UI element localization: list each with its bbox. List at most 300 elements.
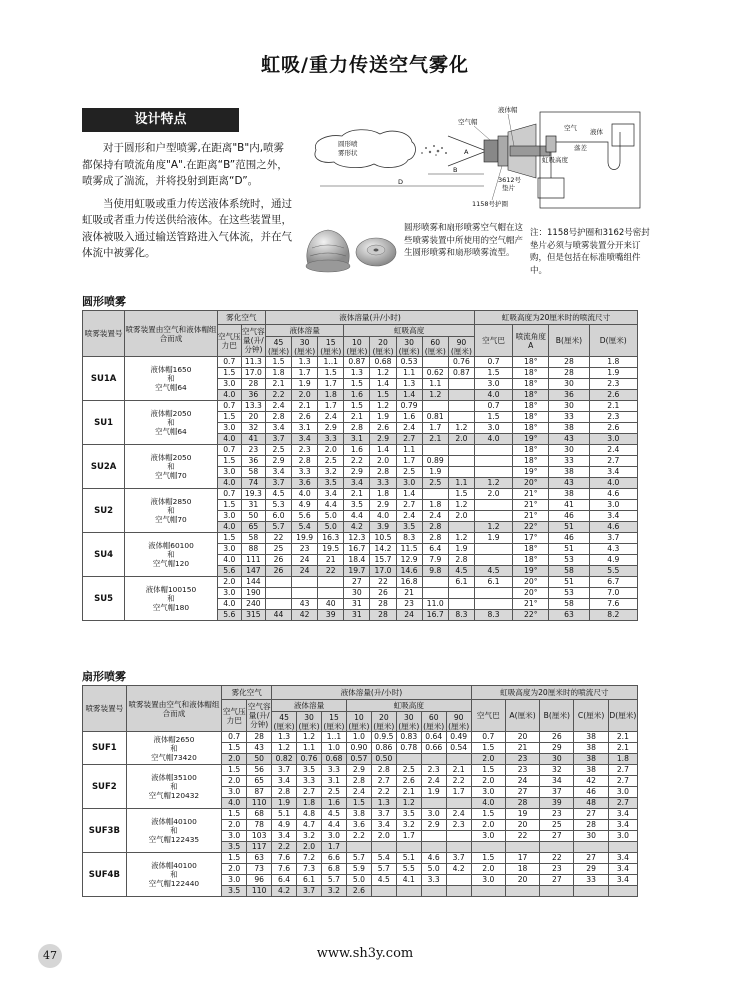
- fan-cell: 0.50: [371, 754, 396, 765]
- round-cell: 19.3: [241, 489, 265, 500]
- round-combo-line: 和: [167, 506, 175, 515]
- round-cell: 2.4: [265, 401, 291, 412]
- round-spray-table: [82, 310, 638, 621]
- round-cell: 1.5: [474, 368, 512, 379]
- round-cell: 2.0: [474, 489, 512, 500]
- angle-label-a: A: [464, 148, 469, 156]
- round-cell: 1.4: [370, 445, 396, 456]
- header-air-bar: 空气巴: [474, 325, 512, 357]
- round-cell: 31: [344, 599, 370, 610]
- round-cell: 22°: [513, 522, 549, 533]
- round-combo-line: 空气帽120: [152, 559, 190, 568]
- fan-cell: 96: [247, 875, 272, 886]
- fan-cell: [421, 798, 446, 809]
- round-cell: 53: [549, 588, 589, 599]
- round-cell: 2.4: [318, 412, 344, 423]
- round-cell: 22: [265, 533, 291, 544]
- fan-cell: 23: [505, 754, 539, 765]
- fan-combo-line: 和: [170, 826, 178, 835]
- fan-col-6: [421, 712, 446, 732]
- round-cell: 3.5: [396, 522, 422, 533]
- round-col-value: 15: [325, 337, 336, 347]
- fan-header-air-flow: 空气容量(升/分钟): [247, 700, 272, 732]
- round-cell: 1.2: [448, 500, 474, 511]
- fan-cell: 1.7: [322, 842, 347, 853]
- round-cell: 4.9: [589, 555, 637, 566]
- round-cell: 6.1: [448, 577, 474, 588]
- fan-cell: [540, 842, 574, 853]
- round-cell: 1.8: [265, 368, 291, 379]
- fan-cell: 27: [540, 831, 574, 842]
- round-cell: 5.6: [217, 566, 241, 577]
- fan-col-value: 45: [279, 712, 289, 722]
- round-cell: [318, 577, 344, 588]
- note-caption: 注：1158号护圈和3162号密封垫片必须与喷雾装置分开来订购，但是包括在标准喷嘴组件中。: [530, 228, 650, 276]
- round-col-unit: (厘米): [294, 346, 316, 356]
- fan-cell: 37: [540, 787, 574, 798]
- fan-cell: 1.2: [272, 743, 297, 754]
- round-cell: 1.5: [217, 456, 241, 467]
- round-combo-cell: [125, 577, 217, 621]
- fan-cell: [446, 754, 471, 765]
- round-cell: [448, 522, 474, 533]
- fan-cell: 1.0: [346, 732, 371, 743]
- round-cell: 3.3: [292, 467, 318, 478]
- round-cell: 3.7: [265, 478, 291, 489]
- fan-col-unit: (厘米): [323, 721, 345, 731]
- round-cell: 22: [370, 577, 396, 588]
- fan-cell: [446, 875, 471, 886]
- round-cell: 43: [292, 599, 318, 610]
- round-cell: 144: [241, 577, 265, 588]
- fan-combo-cell: [126, 853, 222, 897]
- air-cap-photos: [300, 222, 400, 278]
- round-cell: [448, 588, 474, 599]
- fan-cell: 2.0: [371, 831, 396, 842]
- fan-cell: 2.4: [446, 809, 471, 820]
- round-cell: 1.9: [422, 467, 448, 478]
- round-cell: 16.3: [318, 533, 344, 544]
- round-cell: 58: [549, 566, 589, 577]
- round-cell: 23: [292, 544, 318, 555]
- label-liquid: 液体: [590, 128, 603, 136]
- round-cell: 28: [241, 379, 265, 390]
- fan-cell: 3.3: [297, 776, 322, 787]
- fan-combo-line: 和: [170, 870, 178, 879]
- round-model-cell: SU4: [83, 533, 125, 577]
- fan-combo-line: 空气帽120432: [148, 791, 200, 800]
- fan-cell: 1.9: [421, 787, 446, 798]
- round-cell: 2.4: [396, 423, 422, 434]
- round-cell: 1.2: [474, 522, 512, 533]
- fan-cell: 28: [574, 820, 608, 831]
- round-col-value: 20: [378, 337, 388, 347]
- fan-combo-line: 液体帽40100: [151, 817, 197, 826]
- fan-cell: 1.7: [396, 831, 421, 842]
- label-air: 空气: [564, 124, 577, 132]
- round-cell: 2.3: [292, 445, 318, 456]
- fan-cell: 1.5: [471, 743, 505, 754]
- fan-cell: 2.9: [346, 765, 371, 776]
- round-cell: 19.9: [292, 533, 318, 544]
- fan-cell: 3.5: [396, 809, 421, 820]
- fan-spray-heading: 扇形喷雾: [82, 670, 126, 683]
- round-cell: 2.1: [589, 401, 637, 412]
- fan-cell: 4.8: [297, 809, 322, 820]
- round-cell: 4.0: [589, 478, 637, 489]
- round-cell: 1.7: [292, 368, 318, 379]
- fan-cell: 3.6: [346, 820, 371, 831]
- fan-cell: 30: [540, 754, 574, 765]
- round-cell: 7.9: [422, 555, 448, 566]
- fan-cell: 1.6: [322, 798, 347, 809]
- round-cell: 2.8: [370, 467, 396, 478]
- round-cell: [265, 588, 291, 599]
- round-cell: 0.79: [396, 401, 422, 412]
- fan-cell: 3.0: [222, 787, 247, 798]
- fan-combo-cell: [126, 765, 222, 809]
- round-cell: 3.4: [292, 434, 318, 445]
- fan-cell: 3.0: [608, 787, 637, 798]
- fan-cell: 2.2: [346, 831, 371, 842]
- fan-cell: 4.5: [322, 809, 347, 820]
- round-cell: 18°: [513, 555, 549, 566]
- round-cell: 20: [241, 412, 265, 423]
- round-cell: 21°: [513, 489, 549, 500]
- round-cell: 2.1: [344, 489, 370, 500]
- round-cell: 4.2: [344, 522, 370, 533]
- fan-cell: 3.0: [608, 831, 637, 842]
- fan-cell: 1.8: [608, 754, 637, 765]
- fan-combo-line: 和: [170, 743, 178, 753]
- fan-cell: 1.8: [297, 798, 322, 809]
- fan-cell: [540, 886, 574, 897]
- round-cell: 1.5: [370, 390, 396, 401]
- round-cell: 17.0: [370, 566, 396, 577]
- round-cell: 2.7: [396, 434, 422, 445]
- round-cell: 2.2: [265, 390, 291, 401]
- round-cell: 111: [241, 555, 265, 566]
- fan-cell: 27: [574, 809, 608, 820]
- round-combo-line: 液体帽1650: [150, 365, 192, 374]
- round-cell: 1..1: [318, 357, 344, 368]
- fan-cell: 1..1: [322, 732, 347, 743]
- fan-cell: 3.5: [222, 886, 247, 897]
- round-cell: 21°: [513, 511, 549, 522]
- round-cell: 17.0: [241, 368, 265, 379]
- round-cell: 2.9: [370, 434, 396, 445]
- fan-cell: 117: [247, 842, 272, 853]
- round-cell: 30: [549, 379, 589, 390]
- round-cell: 88: [241, 544, 265, 555]
- round-cell: [265, 599, 291, 610]
- fan-cell: 0.57: [346, 754, 371, 765]
- round-cell: [474, 467, 512, 478]
- fan-cell: 3.4: [608, 853, 637, 864]
- fan-cell: 4.5: [371, 875, 396, 886]
- fan-cell: 23: [505, 765, 539, 776]
- fan-model-cell: SUF2: [83, 765, 127, 809]
- round-cell: 2.6: [589, 390, 637, 401]
- fan-cell: 6.4: [272, 875, 297, 886]
- fan-cell: 22: [540, 853, 574, 864]
- fan-cell: [396, 842, 421, 853]
- round-cell: 28: [370, 599, 396, 610]
- round-cell: [474, 500, 512, 511]
- round-cell: 4.6: [589, 489, 637, 500]
- round-cell: 2.3: [589, 379, 637, 390]
- round-cell: 3.9: [370, 522, 396, 533]
- round-combo-line: 液体帽60100: [148, 541, 194, 550]
- fan-cell: 32: [540, 765, 574, 776]
- header-spray-dims: 虹吸高度为20厘米时的喷流尺寸: [474, 311, 637, 325]
- fan-cell: 73: [247, 864, 272, 875]
- fan-cell: 5.0: [421, 864, 446, 875]
- round-cell: 32: [241, 423, 265, 434]
- round-cell: 1.1: [422, 379, 448, 390]
- fan-cell: 2.2: [272, 842, 297, 853]
- fan-cell: 0.82: [272, 754, 297, 765]
- round-combo-line: 空气帽70: [155, 515, 187, 524]
- round-cell: 1.3: [344, 368, 370, 379]
- round-cell: 1.6: [396, 412, 422, 423]
- fan-cell: 23: [540, 809, 574, 820]
- round-cell: 26: [265, 566, 291, 577]
- round-cell: 1.5: [318, 368, 344, 379]
- round-cell: 9.8: [422, 566, 448, 577]
- fan-cell: 5.7: [346, 853, 371, 864]
- round-cell: 26: [265, 555, 291, 566]
- intro-paragraph-1: 对于圆形和户型喷雾,在距离"B"内,喷雾都保持有喷流角度"A".在距离“B”范围之外，喷雾成了湍流，并将投射到距离“D”。: [82, 142, 288, 187]
- fan-cell: 0.7: [471, 732, 505, 743]
- round-cell: 39: [318, 610, 344, 621]
- fan-model-cell: SUF1: [83, 732, 127, 765]
- round-cell: 3.0: [589, 500, 637, 511]
- fan-cell: 33: [574, 875, 608, 886]
- fan-cell: 29: [574, 864, 608, 875]
- header-spray-angle: 喷流角度A: [513, 325, 549, 357]
- round-cell: 3.4: [265, 467, 291, 478]
- round-cell: 18°: [513, 390, 549, 401]
- round-cell: 5.6: [217, 610, 241, 621]
- fan-cell: [421, 831, 446, 842]
- fan-header-air-pressure: 空气压力巴: [222, 700, 247, 732]
- round-cell: 2.1: [344, 412, 370, 423]
- round-col-value: 10: [352, 337, 362, 347]
- fan-cell: 56: [247, 765, 272, 776]
- round-cell: 40: [318, 599, 344, 610]
- fan-cell: [446, 831, 471, 842]
- round-col-value: 30: [404, 337, 414, 347]
- fan-header-liquid-sub: 液体溶量: [272, 700, 347, 712]
- round-cell: 0.53: [396, 357, 422, 368]
- fan-cell: [421, 886, 446, 897]
- fan-col-value: 10: [354, 712, 364, 722]
- fan-cell: 20: [505, 820, 539, 831]
- fan-cell: 0.9.5: [371, 732, 396, 743]
- round-cell: 1.5: [217, 368, 241, 379]
- round-col-unit: (厘米): [398, 346, 420, 356]
- fan-cell: 6.8: [322, 864, 347, 875]
- fan-header-d: D(厘米): [608, 700, 637, 732]
- fan-combo-line: 液体帽35100: [151, 773, 197, 782]
- label-siphon-height: 虹吸高度: [542, 156, 568, 164]
- spray-label-1: 圆形喷: [338, 140, 358, 148]
- round-cell: 1.8: [589, 357, 637, 368]
- round-cell: 23: [396, 599, 422, 610]
- round-cell: 4.0: [217, 555, 241, 566]
- fan-cell: 21: [505, 743, 539, 754]
- fan-cell: 3.4: [272, 831, 297, 842]
- round-cell: 1.5: [448, 489, 474, 500]
- round-cell: 43: [549, 434, 589, 445]
- fan-cell: 5.4: [371, 853, 396, 864]
- fan-cell: [446, 886, 471, 897]
- round-cell: 46: [549, 511, 589, 522]
- round-col-unit: (厘米): [346, 346, 368, 356]
- fan-cell: [574, 842, 608, 853]
- round-cell: 63: [549, 610, 589, 621]
- fan-cell: 26: [540, 732, 574, 743]
- round-cell: [474, 456, 512, 467]
- round-cell: 0.87: [448, 368, 474, 379]
- round-cell: 24: [292, 555, 318, 566]
- fan-cell: 3.0: [471, 831, 505, 842]
- round-combo-line: 液体帽2850: [150, 497, 192, 506]
- round-cell: 2.9: [318, 423, 344, 434]
- fan-model-cell: SUF3B: [83, 809, 127, 853]
- round-cell: 5.3: [265, 500, 291, 511]
- round-combo-line: 和: [167, 462, 175, 471]
- fan-cell: 3.0: [421, 809, 446, 820]
- round-cell: 1.7: [318, 401, 344, 412]
- fan-cell: 1.0: [322, 743, 347, 754]
- fan-col-unit: (厘米): [448, 721, 470, 731]
- round-col-value: 60: [430, 337, 441, 347]
- round-cell: 19°: [513, 434, 549, 445]
- fan-cell: 2.3: [421, 765, 446, 776]
- round-cell: 8.3: [474, 610, 512, 621]
- round-cell: 14.6: [396, 566, 422, 577]
- header-air-flow: 空气容量(升/分钟): [241, 325, 265, 357]
- fan-col-0: [272, 712, 297, 732]
- round-cell: 33: [549, 412, 589, 423]
- fan-cell: 2.7: [608, 776, 637, 787]
- round-cell: 18°: [513, 368, 549, 379]
- round-cell: 25: [265, 544, 291, 555]
- air-cap-caption: 圆形喷雾和扇形喷雾空气帽在这些喷雾装置中所使用的空气帽产生圆形喷雾和扇形喷雾流型。: [404, 223, 524, 258]
- round-cell: [474, 599, 512, 610]
- fan-cell: 23: [540, 864, 574, 875]
- round-cell: 27: [344, 577, 370, 588]
- round-combo-cell: [125, 401, 217, 445]
- fan-cell: 68: [247, 809, 272, 820]
- round-cell: 3.0: [217, 423, 241, 434]
- fan-cell: 3.5: [297, 765, 322, 776]
- fan-cell: 38: [574, 732, 608, 743]
- fan-cell: 0.49: [446, 732, 471, 743]
- round-cell: 4.5: [448, 566, 474, 577]
- spray-nozzle-diagram: [308, 102, 643, 212]
- fan-cell: 2.1: [446, 765, 471, 776]
- dimension-b-label: B: [453, 166, 458, 174]
- fan-cell: 3.0: [222, 831, 247, 842]
- round-combo-cell: [125, 489, 217, 533]
- fan-cell: 3.3: [421, 875, 446, 886]
- fan-cell: 29: [540, 743, 574, 754]
- round-cell: 19°: [513, 566, 549, 577]
- header-siphon-height: 虹吸高度: [344, 325, 475, 337]
- round-cell: 10.5: [370, 533, 396, 544]
- round-cell: [422, 445, 448, 456]
- round-cell: 17°: [513, 533, 549, 544]
- round-cell: 22°: [513, 610, 549, 621]
- round-cell: 3.0: [217, 544, 241, 555]
- fan-cell: 3.2: [297, 831, 322, 842]
- fan-cell: 42: [574, 776, 608, 787]
- round-cell: 4.6: [589, 522, 637, 533]
- round-cell: 1.7: [422, 423, 448, 434]
- fan-cell: [574, 886, 608, 897]
- fan-cell: 1.3: [371, 798, 396, 809]
- round-cell: [474, 511, 512, 522]
- fan-cell: 1.5: [222, 853, 247, 864]
- round-cell: 240: [241, 599, 265, 610]
- fan-cell: 1.7: [446, 787, 471, 798]
- fan-cell: 1.5: [471, 809, 505, 820]
- round-col-5: [396, 337, 422, 357]
- spray-label-2: 雾形状: [338, 149, 358, 157]
- fan-cell: 0.90: [346, 743, 371, 754]
- fan-cell: [505, 886, 539, 897]
- fan-header-combo: 喷雾装置由空气和液体帽组合而成: [126, 686, 222, 732]
- round-cell: 36: [549, 390, 589, 401]
- fan-col-7: [446, 712, 471, 732]
- round-col-unit: (厘米): [372, 346, 394, 356]
- fan-cell: 7.6: [272, 864, 297, 875]
- round-cell: 18.4: [344, 555, 370, 566]
- round-cell: 2.9: [370, 500, 396, 511]
- round-cell: 36: [241, 456, 265, 467]
- round-cell: 2.0: [448, 511, 474, 522]
- fan-cell: 3.4: [371, 820, 396, 831]
- round-cell: [318, 588, 344, 599]
- fan-model-cell: SUF4B: [83, 853, 127, 897]
- fan-cell: 2.4: [346, 787, 371, 798]
- fan-cell: 2.0: [471, 754, 505, 765]
- round-col-1: [292, 337, 318, 357]
- fan-cell: 3.0: [222, 875, 247, 886]
- round-cell: 2.5: [265, 445, 291, 456]
- round-cell: 1.8: [370, 489, 396, 500]
- round-cell: 51: [549, 577, 589, 588]
- fan-cell: [608, 886, 637, 897]
- label-retainer: 1158号护圈: [472, 200, 509, 208]
- round-cell: 31: [241, 500, 265, 511]
- round-combo-line: 液体帽100150: [145, 585, 197, 594]
- round-row: [83, 577, 638, 588]
- fan-cell: 0.76: [297, 754, 322, 765]
- fan-col-5: [396, 712, 421, 732]
- fan-cell: 17: [505, 853, 539, 864]
- fan-cell: 3.1: [322, 776, 347, 787]
- round-cell: 4.0: [292, 489, 318, 500]
- fan-col-3: [346, 712, 371, 732]
- round-cell: 1.1: [448, 478, 474, 489]
- round-cell: 2.0: [318, 445, 344, 456]
- fan-cell: 3.4: [608, 875, 637, 886]
- fan-cell: 0.54: [446, 743, 471, 754]
